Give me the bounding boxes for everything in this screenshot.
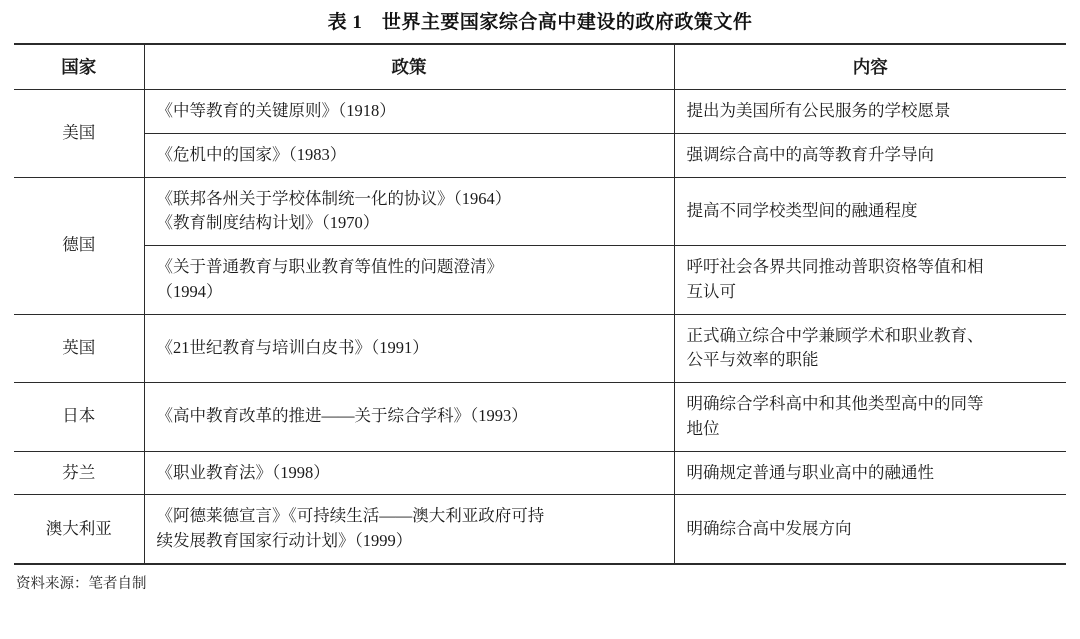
table-row: [14, 314, 1066, 383]
cell-policy: [144, 383, 674, 452]
policy-line: （1994）: [156, 281, 223, 301]
policy-line: 《关于普通教育与职业教育等值性的问题澄清》: [156, 257, 503, 276]
table-row: [14, 451, 1066, 495]
cell-country: 芬兰: [14, 451, 144, 495]
cell-policy: [144, 314, 674, 383]
cell-policy: [144, 495, 674, 564]
cell-content: [674, 90, 1066, 134]
source-note: 资料来源：笔者自制: [16, 575, 147, 592]
cell-policy: [144, 177, 674, 246]
table-row: [14, 495, 1066, 564]
cell-content: [674, 133, 1066, 177]
policy-line: 《阿德莱德宣言》《可持续生活——澳大利亚政府可持: [156, 506, 545, 526]
content-line: 明确综合学科高中和其他类型高中的同等: [686, 394, 984, 413]
policy-line: 《危机中的国家》（1983）: [156, 144, 347, 164]
policy-table: [14, 43, 1066, 565]
content-line: 地位: [686, 418, 720, 438]
content-line: 提高不同学校类型间的融通程度: [686, 200, 918, 220]
table-row: [14, 383, 1066, 452]
policy-line: 《联邦各州关于学校体制统一化的协议》（1964）: [156, 188, 512, 208]
cell-content: [674, 383, 1066, 452]
table-row: [14, 177, 1066, 246]
cell-content: [674, 246, 1066, 315]
policy-line: 《21世纪教育与培训白皮书》（1991）: [156, 337, 429, 357]
policy-line: 续发展教育国家行动计划》（1999）: [156, 531, 413, 550]
content-line: 正式确立综合中学兼顾学术和职业教育、: [686, 325, 984, 345]
content-line: 明确规定普通与职业高中的融通性: [686, 462, 934, 482]
policy-line: 《教育制度结构计划》（1970）: [156, 213, 380, 233]
cell-content: [674, 495, 1066, 564]
table-title: 表 1 世界主要国家综合高中建设的政府政策文件: [327, 12, 753, 33]
content-line: 公平与效率的职能: [686, 350, 819, 370]
content-line: 提出为美国所有公民服务的学校愿景: [686, 101, 951, 120]
column-header-content: 内容: [674, 44, 1066, 90]
policy-line: 《中等教育的关键原则》（1918）: [156, 101, 396, 120]
content-line: 强调综合高中的高等教育升学导向: [686, 144, 934, 164]
cell-content: [674, 314, 1066, 383]
table-row: [14, 133, 1066, 177]
cell-country: 澳大利亚: [14, 495, 144, 564]
cell-country: 英国: [14, 314, 144, 383]
table-row: [14, 90, 1066, 134]
table-header-row: [14, 44, 1066, 90]
cell-policy: [144, 246, 674, 315]
content-line: 呼吁社会各界共同推动普职资格等值和相: [686, 257, 984, 276]
cell-policy: [144, 133, 674, 177]
content-line: 互认可: [686, 281, 736, 301]
cell-country: 日本: [14, 383, 144, 452]
cell-content: [674, 451, 1066, 495]
table-header: [14, 44, 1066, 90]
cell-country: 德国: [14, 177, 144, 314]
table-body: [14, 90, 1066, 564]
policy-line: 《高中教育改革的推进——关于综合学科》（1993）: [156, 406, 528, 426]
cell-policy: [144, 90, 674, 134]
cell-country: 美国: [14, 90, 144, 178]
table-row: [14, 246, 1066, 315]
cell-content: [674, 177, 1066, 246]
column-header-country: 国家: [14, 44, 144, 90]
content-line: 明确综合高中发展方向: [686, 518, 852, 538]
policy-line: 《职业教育法》（1998）: [156, 462, 330, 482]
column-header-policy: 政策: [144, 44, 674, 90]
cell-policy: [144, 451, 674, 495]
